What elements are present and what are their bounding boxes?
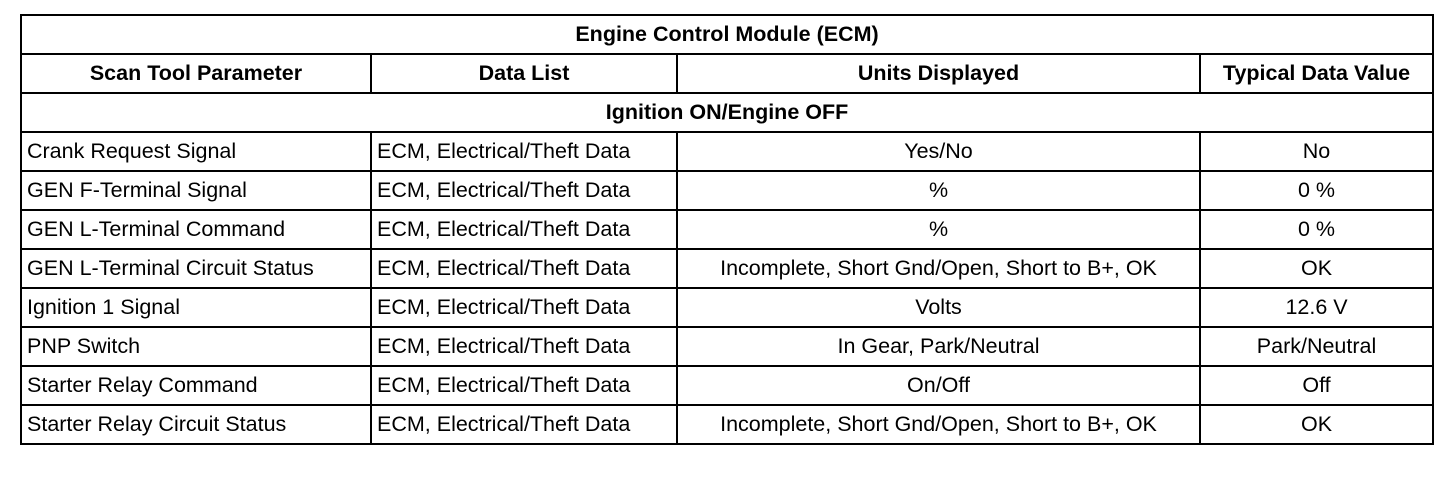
table-row bbox=[21, 327, 1433, 366]
table-row bbox=[21, 171, 1433, 210]
typical-value-cell: 12.6 V bbox=[1200, 288, 1433, 327]
typical-value-cell: 0 % bbox=[1200, 210, 1433, 249]
units-cell: % bbox=[677, 210, 1200, 249]
section-heading: Ignition ON/Engine OFF bbox=[21, 93, 1433, 132]
typical-value-cell: No bbox=[1200, 132, 1433, 171]
table-row bbox=[21, 288, 1433, 327]
units-cell: Incomplete, Short Gnd/Open, Short to B+, OK bbox=[677, 249, 1200, 288]
data-list-cell: ECM, Electrical/Theft Data bbox=[371, 210, 677, 249]
parameter-cell: GEN L-Terminal Circuit Status bbox=[21, 249, 371, 288]
typical-value-cell: Park/Neutral bbox=[1200, 327, 1433, 366]
parameter-cell: Ignition 1 Signal bbox=[21, 288, 371, 327]
typical-value-cell: OK bbox=[1200, 405, 1433, 444]
table-header-row bbox=[21, 54, 1433, 93]
parameter-cell: GEN L-Terminal Command bbox=[21, 210, 371, 249]
parameter-cell: GEN F-Terminal Signal bbox=[21, 171, 371, 210]
units-cell: Volts bbox=[677, 288, 1200, 327]
table-row bbox=[21, 210, 1433, 249]
typical-value-cell: 0 % bbox=[1200, 171, 1433, 210]
typical-value-cell: Off bbox=[1200, 366, 1433, 405]
header-typical-data-value: Typical Data Value bbox=[1200, 54, 1433, 93]
header-scan-tool-parameter: Scan Tool Parameter bbox=[21, 54, 371, 93]
header-units-displayed: Units Displayed bbox=[677, 54, 1200, 93]
table-title: Engine Control Module (ECM) bbox=[21, 15, 1433, 54]
table-title-row bbox=[21, 15, 1433, 54]
table-body bbox=[21, 132, 1433, 444]
typical-value-cell: OK bbox=[1200, 249, 1433, 288]
units-cell: Yes/No bbox=[677, 132, 1200, 171]
data-list-cell: ECM, Electrical/Theft Data bbox=[371, 405, 677, 444]
table-row bbox=[21, 132, 1433, 171]
data-list-cell: ECM, Electrical/Theft Data bbox=[371, 249, 677, 288]
parameter-cell: Crank Request Signal bbox=[21, 132, 371, 171]
ecm-data-table bbox=[20, 14, 1434, 445]
units-cell: Incomplete, Short Gnd/Open, Short to B+, OK bbox=[677, 405, 1200, 444]
units-cell: % bbox=[677, 171, 1200, 210]
table-row bbox=[21, 249, 1433, 288]
header-data-list: Data List bbox=[371, 54, 677, 93]
data-list-cell: ECM, Electrical/Theft Data bbox=[371, 171, 677, 210]
parameter-cell: PNP Switch bbox=[21, 327, 371, 366]
units-cell: In Gear, Park/Neutral bbox=[677, 327, 1200, 366]
table-row bbox=[21, 405, 1433, 444]
units-cell: On/Off bbox=[677, 366, 1200, 405]
table-row bbox=[21, 366, 1433, 405]
data-list-cell: ECM, Electrical/Theft Data bbox=[371, 366, 677, 405]
data-list-cell: ECM, Electrical/Theft Data bbox=[371, 288, 677, 327]
data-list-cell: ECM, Electrical/Theft Data bbox=[371, 327, 677, 366]
parameter-cell: Starter Relay Circuit Status bbox=[21, 405, 371, 444]
data-list-cell: ECM, Electrical/Theft Data bbox=[371, 132, 677, 171]
section-row bbox=[21, 93, 1433, 132]
parameter-cell: Starter Relay Command bbox=[21, 366, 371, 405]
